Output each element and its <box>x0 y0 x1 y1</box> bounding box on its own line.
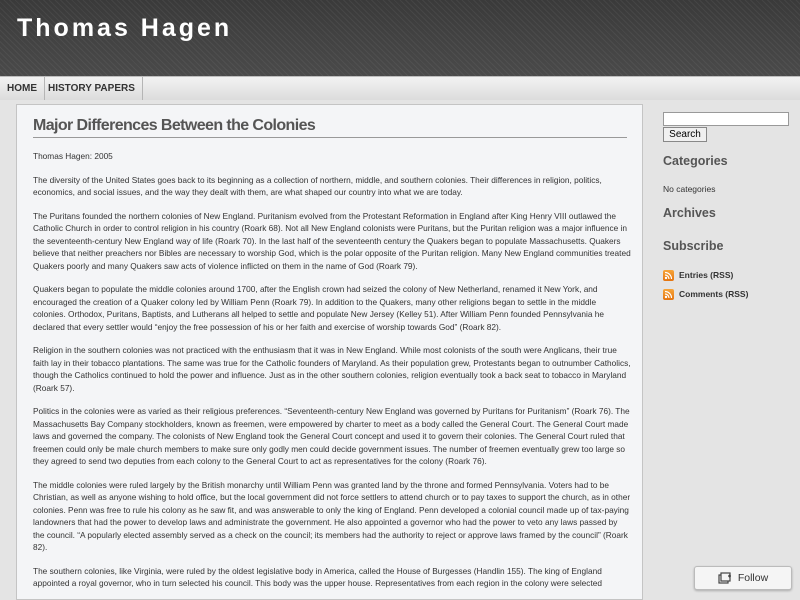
rss-comments-label: Comments (RSS) <box>679 289 749 299</box>
rss-entries-link[interactable] <box>663 269 733 281</box>
post-title[interactable]: Major Differences Between the Colonies <box>33 117 627 138</box>
nav-bar <box>0 76 800 101</box>
rss-comments-link[interactable] <box>663 288 748 300</box>
post-paragraph: The diversity of the United States goes back to its beginning as a collection of northern, middle, and southern colonies. Their differences in religion, politics, economics, and social issues, and the way they dealt with them, are what shaped our country into what we are today. <box>33 174 602 197</box>
post-paragraph: Politics in the colonies were as varied as their religious preferences. “Seventeenth-century New England was governed by Puritans for Puritanism” (Roark 76). The Massachusetts Bay Company stockholders, known as freemen, were empowered by charter to meet as a body called the General Court. The General Court made laws and governed the company. The colonists of New England took the General Court concept and used it to govern their colonies. The General Court ruled that freemen could only be male church members to make sure only godly men could decide government issues. The number of freemen eventually grew too large so they agreed to send two deputies from each colony to the General Court to act as representatives for the colony (Roark 76). <box>33 406 630 466</box>
subscribe-title: Subscribe <box>663 239 724 253</box>
categories-text: No categories <box>663 184 716 194</box>
site-title[interactable]: Thomas Hagen <box>17 14 233 42</box>
follow-icon <box>718 572 732 584</box>
nav-item-home[interactable]: HOME <box>0 77 45 100</box>
rss-icon <box>663 289 674 300</box>
categories-title: Categories <box>663 154 728 168</box>
rss-icon <box>663 270 674 281</box>
post-body <box>33 150 631 600</box>
post-paragraph: Quakers began to populate the middle colonies around 1700, after the English crown had seized the colony of New Netherland, renamed it New York, and encouraged the creation of a Quaker colony led by William Penn (Roark 79). In addition to the Quakers, many other religions began to settle in the middle colonies. Orthodox, Puritans, Baptists, and Lutherans all helped to settle and populate New Jersey (Kelley 51). After William Penn founded Pennsylvania he declared that every settler would “enjoy the free possession of his or her faith and exercise of worship towards God” (Roark 82). <box>33 284 604 332</box>
follow-label: Follow <box>737 572 769 584</box>
rss-entries-label: Entries (RSS) <box>679 270 734 280</box>
post <box>16 104 643 600</box>
post-paragraph: The Puritans founded the northern colonies of New England. Puritanism evolved from the Protestant Reformation in England after King Henry VIII outlawed the Catholic Church in order to control religion in his country (Roark 68). Not all New England colonists were Puritans, but the Puritan religion was a major influence in the seventeenth-century New England way of life (Roark 70). In the last half of the seventeenth century the Quakers began to populate Massachusetts. Quakers believe that neither preachers nor Bibles are necessary to worship God, which is the polar opposite of the Puritan religion. Many New England communities treated Quakers poorly and many Quakers saw acts of violence inflicted on them in the name of God (Roark 79). <box>33 210 631 271</box>
nav-item-history-papers[interactable]: HISTORY PAPERS <box>41 77 143 100</box>
site-header <box>0 0 800 76</box>
post-paragraph: The southern colonies, like Virginia, were ruled by the oldest legislative body in America, called the House of Burgesses (Handlin 155). The king of England appointed a royal governor, who in turn selected his council. This body was the upper house. Representatives from each region in the colony were selected <box>33 565 602 588</box>
search-button[interactable]: Search <box>663 127 707 142</box>
post-paragraph: The middle colonies were ruled largely by the British monarchy until William Penn was granted land by the throne and formed Pennsylvania. Voters had to be Christian, as well as anyone wishing to hold office, but the local government did not force settlers to attend church or to pay taxes to support the church, as in other colonies. Penn was free to rule his colony as he saw fit, and was answerable to only the king of England. Penn developed a colonial council made up of tax-paying landowners that had the power to develop laws and administrate the government. He also appointed a governor who had the power to veto any laws passed by the council. “A popularly elected assembly served as a check on the council; its members had the authority to reject or approve laws framed by the council” (Roark 82). <box>33 479 631 552</box>
archives-title: Archives <box>663 206 716 220</box>
post-paragraph: Religion in the southern colonies was not practiced with the enthusiasm that it was in New England. While most colonists of the south were Anglicans, their true faith lay in their tobacco plantations. The same was true for the Catholic founders of Maryland. As their population grew, Protestants began to outnumber Catholics, though the Catholics continued to hold the power and influence. Just as in the other southern colonies, religion eventually took a back seat to tobacco in Maryland (Roark 57). <box>33 345 631 393</box>
search-input[interactable] <box>663 112 789 126</box>
post-paragraph: Thomas Hagen: 2005 <box>33 151 113 161</box>
follow-button[interactable] <box>694 566 792 590</box>
